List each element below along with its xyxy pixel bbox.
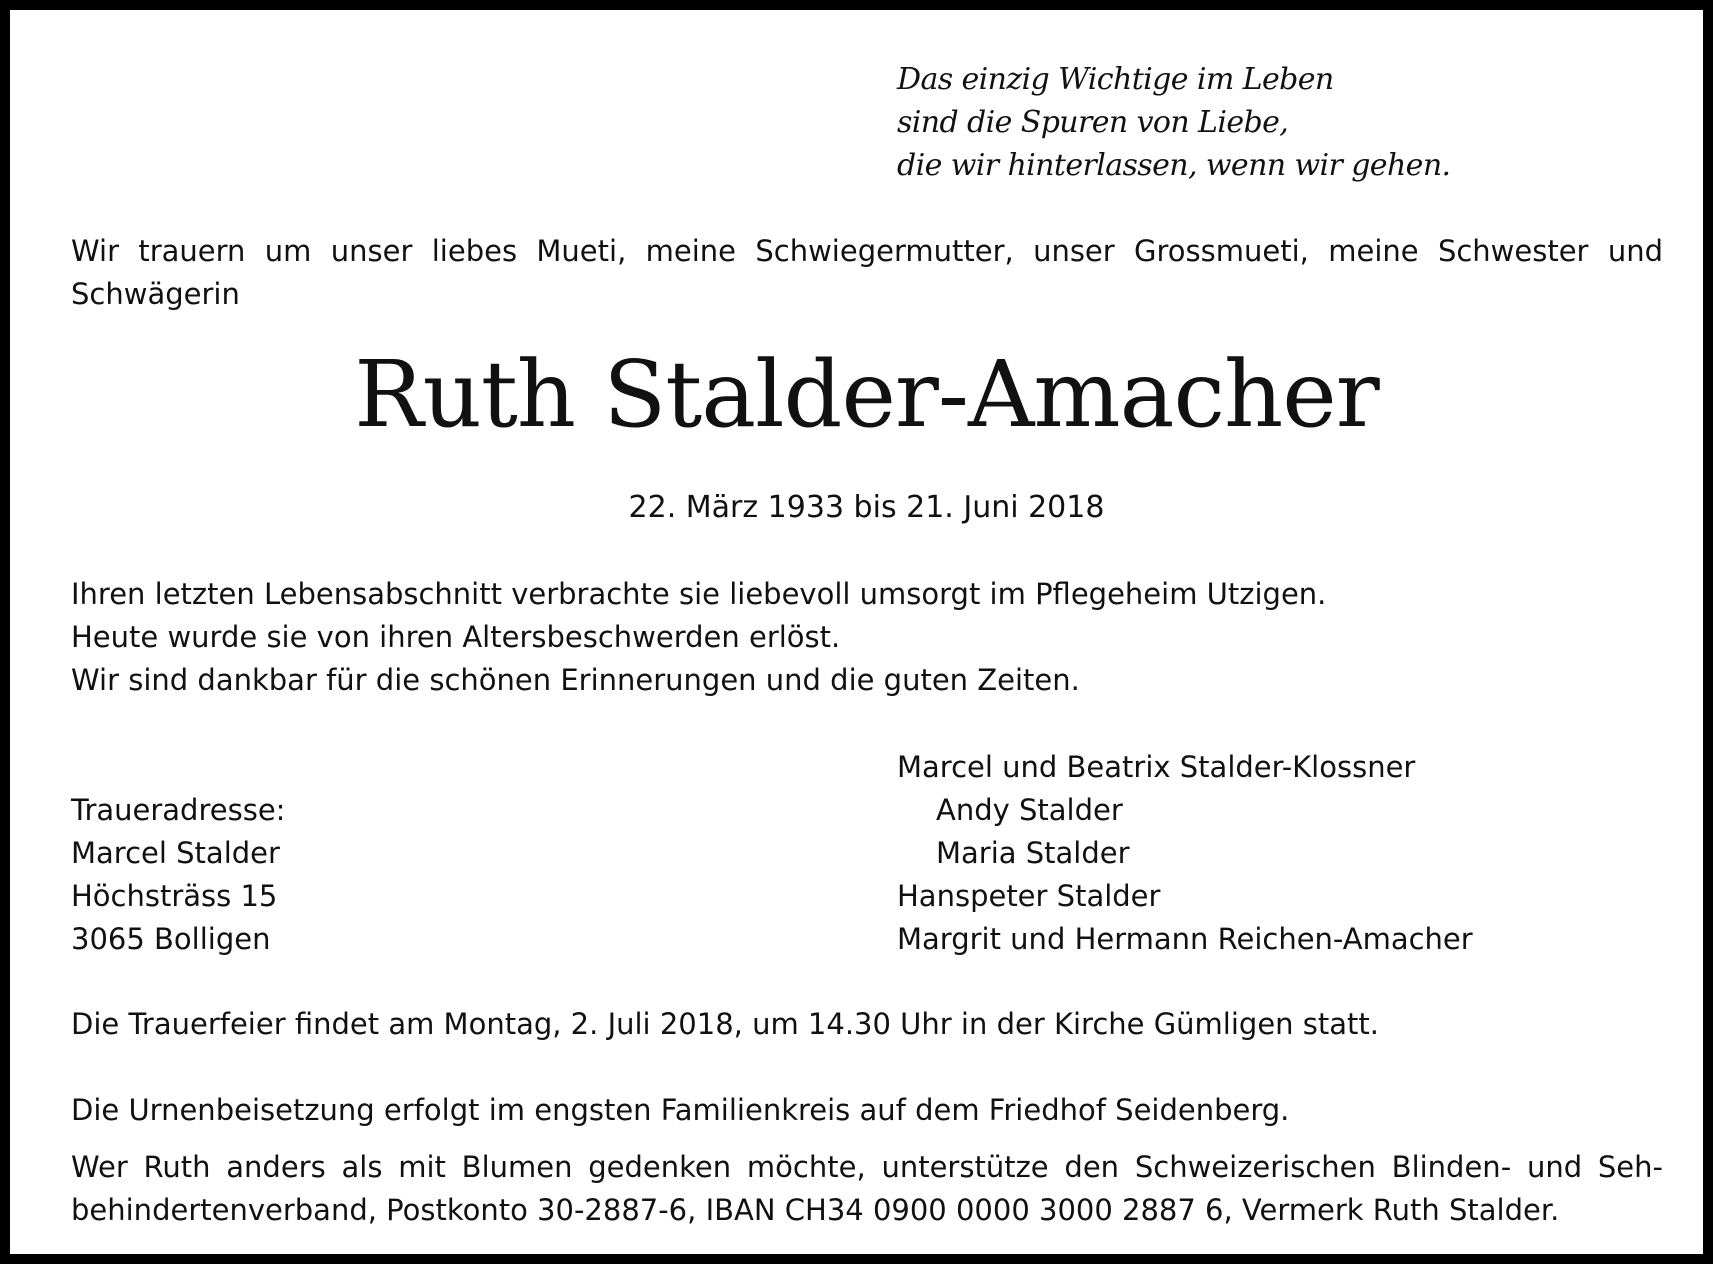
body-line: Heute wurde sie von ihren Altersbeschwerden erlöst. <box>71 620 841 654</box>
motto-line: die wir hinterlassen, wenn wir gehen. <box>897 148 1451 183</box>
body-line: Wir sind dankbar für die schönen Erinnerungen und die guten Zeiten. <box>71 663 1080 697</box>
address-name: Marcel Stalder <box>71 836 280 870</box>
family-member: Margrit und Hermann Reichen-Amacher <box>897 922 1473 956</box>
address-city: 3065 Bolligen <box>71 922 271 956</box>
address-label: Traueradresse: <box>71 793 286 827</box>
family-member: Hanspeter Stalder <box>897 879 1161 913</box>
life-dates: 22. März 1933 bis 21. Juni 2018 <box>628 490 1105 525</box>
intro-text: Wir trauern um unser liebes Mueti, meine Schwiegermutter, unser Grossmueti, meine Schwester und Schwägerin <box>71 234 1663 311</box>
family-list <box>897 746 1473 961</box>
motto-line: sind die Spuren von Liebe, <box>897 105 1289 140</box>
donation-line: behindertenverband, Postkonto 30-2887-6, IBAN CH34 0900 0000 3000 2887 6, Vermerk Ruth Stalder. <box>71 1193 1560 1227</box>
motto-quote <box>897 58 1451 187</box>
address-street: Höchsträss 15 <box>71 879 278 913</box>
motto-line: Das einzig Wichtige im Leben <box>897 62 1334 97</box>
urn-info: Die Urnenbeisetzung erfolgt im engsten Familienkreis auf dem Friedhof Seidenberg. <box>71 1093 1290 1127</box>
deceased-name: Ruth Stalder-Amacher <box>354 341 1379 448</box>
body-paragraph <box>71 573 1326 702</box>
family-member: Andy Stalder <box>936 793 1123 827</box>
service-info: Die Trauerfeier findet am Montag, 2. Juli 2018, um 14.30 Uhr in der Kirche Gümligen statt. <box>71 1007 1379 1041</box>
donation-info <box>71 1146 1663 1232</box>
family-member: Maria Stalder <box>936 836 1130 870</box>
family-member: Marcel und Beatrix Stalder-Klossner <box>897 750 1416 784</box>
body-line: Ihren letzten Lebensabschnitt verbrachte sie liebevoll umsorgt im Pflegeheim Utzigen. <box>71 577 1327 611</box>
donation-line: Wer Ruth anders als mit Blumen gedenken möchte, unterstütze den Schweizerischen Blinden- und Seh- <box>71 1150 1663 1184</box>
mourning-address <box>71 789 285 961</box>
